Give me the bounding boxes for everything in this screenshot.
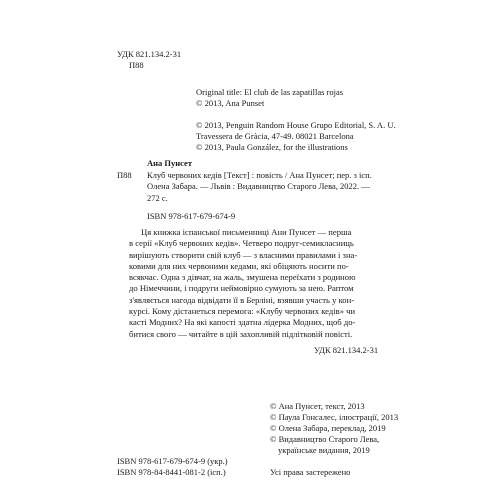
original-title: Original title: El club de las zapatillas rojas (196, 87, 344, 97)
catalog-description-line: Клуб червоних кедів [Текст] : повість / Ана Пунсет; пер. з ісп. (147, 170, 372, 180)
publisher-address-line: Travessera de Gràcia, 47-49. 08021 Barcelona (196, 131, 354, 141)
isbn-spanish: ISBN 978-84-8441-081-2 (ісп.) (117, 467, 226, 477)
annotation-line: в серії «Клуб червоних кедів». Четверо подруг-семикласниць (129, 238, 354, 249)
annotation-line: курсі. Кому дістанеться перемога: «Клубу червоних кедів» чи (129, 306, 356, 317)
publisher-copyright-line: © 2013, Penguin Random House Grupo Editorial, S. A. U. (196, 120, 396, 130)
udk-code-top: УДК 821.134.2-31 (117, 49, 182, 59)
annotation-line: битися свого — читайте в цій захопливій підлітковій повісті. (129, 328, 353, 339)
annotation-line: до Німеччини, і подруги неймовірно сумують за нею. Раптом (129, 283, 354, 294)
annotation-line: з'являється нагода відвідати її в Берліні, взявши участь у кон- (129, 294, 355, 305)
annotation-line: вирішують створити свій клуб — з власними правилами і зна- (129, 249, 358, 260)
catalog-description-line: Олена Забара. — Львів : Видавництво Старого Лева, 2022. — (147, 181, 370, 191)
illustrations-copyright-line: © 2013, Paula González, for the illustrations (196, 142, 348, 152)
udk-code-bottom: УДК 821.134.2-31 (314, 345, 379, 355)
copyright-publisher-edition: українське видання, 2019 (278, 445, 370, 455)
copyright-illustrator: © Паула Гонсалес, ілюстрації, 2013 (270, 412, 399, 422)
catalog-author: Ана Пунсет (147, 158, 192, 168)
catalog-description-line: 272 с. (147, 193, 168, 203)
annotation-line: ковими для них червоними кедами, які обіцяють носити по- (129, 260, 349, 271)
copyright-translator: © Олена Забара, переклад, 2019 (270, 423, 386, 433)
original-copyright: © 2013, Ana Punset (196, 98, 265, 108)
catalog-code: П88 (117, 170, 132, 180)
annotation-line: Ця книжка іспанської письменниці Ани Пунсет — перша (141, 227, 352, 237)
rights-reserved: Усі права застережено (270, 467, 351, 477)
copyright-author: © Ана Пунсет, текст, 2013 (270, 401, 365, 411)
bbk-code-top: П88 (129, 60, 144, 70)
annotation-line: касті Модних? На які капості здатна лідерка Модних, щоб до- (129, 317, 356, 328)
annotation-line: всякчас. Одна з дівчат, на жаль, змушена переїхати з родиною (129, 272, 356, 283)
copyright-publisher: © Видавництво Старого Лева, (270, 434, 380, 444)
annotation-paragraph (129, 227, 385, 340)
isbn-ukrainian: ISBN 978-617-679-674-9 (укр.) (117, 456, 228, 466)
catalog-isbn: ISBN 978-617-679-674-9 (147, 211, 236, 221)
